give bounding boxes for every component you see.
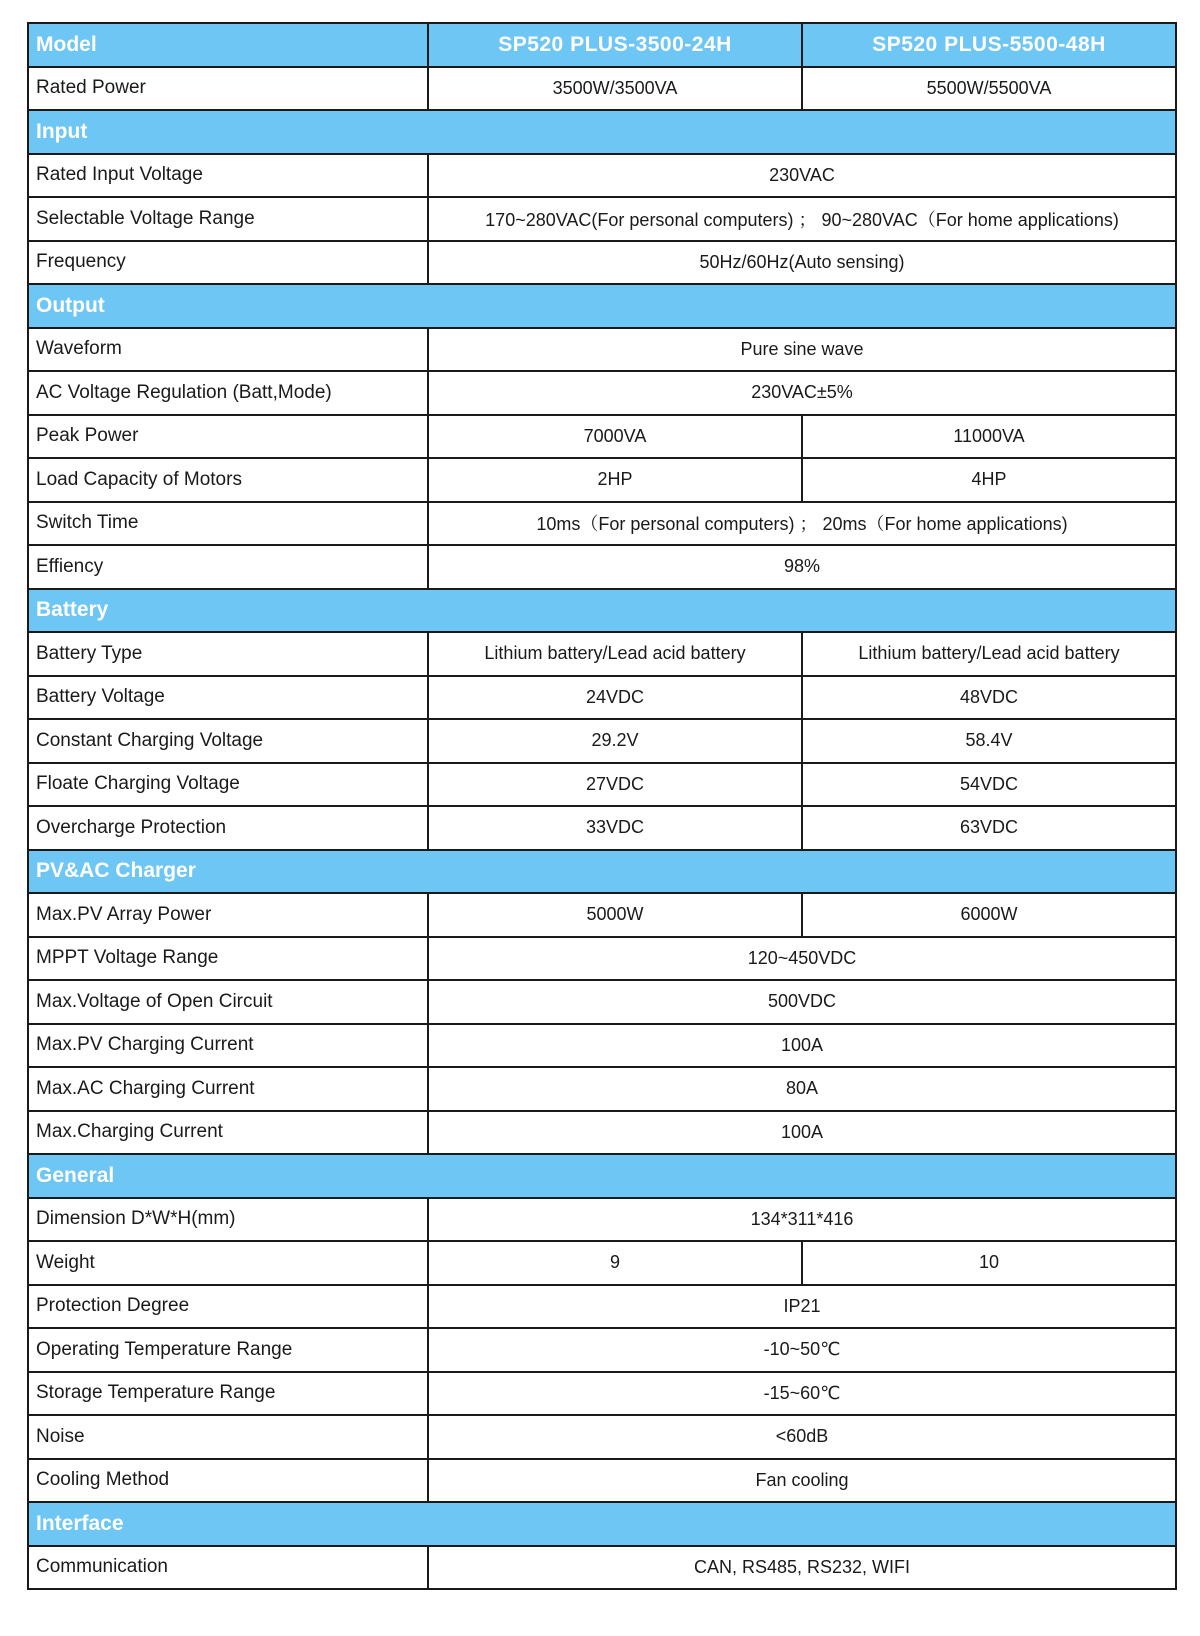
spec-row	[28, 545, 1176, 589]
model-name-2: SP520 PLUS-5500-48H	[802, 23, 1176, 67]
section-header-row	[28, 1502, 1176, 1546]
spec-value: 5000W	[428, 893, 802, 937]
spec-row	[28, 1459, 1176, 1503]
spec-value: 9	[428, 1241, 802, 1285]
spec-value: 27VDC	[428, 763, 802, 807]
spec-row	[28, 371, 1176, 415]
spec-value: 100A	[428, 1024, 1176, 1068]
section-title: Output	[28, 284, 1176, 328]
spec-label: Battery Voltage	[28, 676, 428, 720]
spec-value: Fan cooling	[428, 1459, 1176, 1503]
section-title: Battery	[28, 589, 1176, 633]
spec-label: Switch Time	[28, 502, 428, 546]
spec-row	[28, 937, 1176, 981]
spec-value: 230VAC	[428, 154, 1176, 198]
spec-table-body	[28, 23, 1176, 1589]
spec-row	[28, 1328, 1176, 1372]
spec-label: Peak Power	[28, 415, 428, 459]
spec-row	[28, 1111, 1176, 1155]
spec-label: Selectable Voltage Range	[28, 197, 428, 241]
spec-table	[27, 22, 1177, 1590]
spec-label: AC Voltage Regulation (Batt,Mode)	[28, 371, 428, 415]
spec-row	[28, 806, 1176, 850]
spec-label: Max.Voltage of Open Circuit	[28, 980, 428, 1024]
spec-value: 134*311*416	[428, 1198, 1176, 1242]
spec-row	[28, 1067, 1176, 1111]
spec-label: Waveform	[28, 328, 428, 372]
spec-value: <60dB	[428, 1415, 1176, 1459]
spec-row	[28, 241, 1176, 285]
spec-row	[28, 719, 1176, 763]
spec-value: 80A	[428, 1067, 1176, 1111]
spec-label: Max.AC Charging Current	[28, 1067, 428, 1111]
spec-label: Battery Type	[28, 632, 428, 676]
section-title: General	[28, 1154, 1176, 1198]
spec-value: CAN, RS485, RS232, WIFI	[428, 1546, 1176, 1590]
spec-value: 100A	[428, 1111, 1176, 1155]
spec-value: 4HP	[802, 458, 1176, 502]
spec-value: 11000VA	[802, 415, 1176, 459]
spec-value: 63VDC	[802, 806, 1176, 850]
section-title: PV&AC Charger	[28, 850, 1176, 894]
section-header-row	[28, 110, 1176, 154]
spec-value: 6000W	[802, 893, 1176, 937]
spec-value: 3500W/3500VA	[428, 67, 802, 111]
spec-label: Communication	[28, 1546, 428, 1590]
spec-value: 58.4V	[802, 719, 1176, 763]
spec-row	[28, 197, 1176, 241]
spec-value: 230VAC±5%	[428, 371, 1176, 415]
spec-label: Load Capacity of Motors	[28, 458, 428, 502]
spec-label: Protection Degree	[28, 1285, 428, 1329]
model-header-label: Model	[28, 23, 428, 67]
spec-value: 24VDC	[428, 676, 802, 720]
spec-label: Constant Charging Voltage	[28, 719, 428, 763]
spec-label: Rated Power	[28, 67, 428, 111]
spec-row	[28, 1372, 1176, 1416]
spec-row	[28, 763, 1176, 807]
spec-row	[28, 632, 1176, 676]
spec-label: Max.PV Charging Current	[28, 1024, 428, 1068]
spec-value: 10ms（For personal computers) ； 20ms（For home applications)	[428, 502, 1176, 546]
spec-row	[28, 1415, 1176, 1459]
spec-row	[28, 67, 1176, 111]
spec-label: Operating Temperature Range	[28, 1328, 428, 1372]
spec-label: Max.PV Array Power	[28, 893, 428, 937]
section-header-row	[28, 850, 1176, 894]
section-header-row	[28, 1154, 1176, 1198]
section-header-row	[28, 284, 1176, 328]
spec-label: Rated Input Voltage	[28, 154, 428, 198]
spec-value: Pure sine wave	[428, 328, 1176, 372]
spec-label: Effiency	[28, 545, 428, 589]
spec-value: 48VDC	[802, 676, 1176, 720]
spec-row	[28, 458, 1176, 502]
spec-row	[28, 154, 1176, 198]
spec-row	[28, 502, 1176, 546]
spec-label: Storage Temperature Range	[28, 1372, 428, 1416]
spec-label: MPPT Voltage Range	[28, 937, 428, 981]
spec-row	[28, 328, 1176, 372]
spec-label: Floate Charging Voltage	[28, 763, 428, 807]
spec-value: -15~60℃	[428, 1372, 1176, 1416]
spec-row	[28, 1546, 1176, 1590]
spec-value: 2HP	[428, 458, 802, 502]
spec-row	[28, 415, 1176, 459]
spec-value: IP21	[428, 1285, 1176, 1329]
spec-value: Lithium battery/Lead acid battery	[802, 632, 1176, 676]
spec-row	[28, 980, 1176, 1024]
spec-row	[28, 676, 1176, 720]
spec-value: 7000VA	[428, 415, 802, 459]
spec-value: 33VDC	[428, 806, 802, 850]
spec-row	[28, 1241, 1176, 1285]
spec-value: 50Hz/60Hz(Auto sensing)	[428, 241, 1176, 285]
spec-value: 54VDC	[802, 763, 1176, 807]
spec-value: Lithium battery/Lead acid battery	[428, 632, 802, 676]
spec-value: 120~450VDC	[428, 937, 1176, 981]
spec-row	[28, 1024, 1176, 1068]
model-name-1: SP520 PLUS-3500-24H	[428, 23, 802, 67]
spec-label: Weight	[28, 1241, 428, 1285]
spec-label: Overcharge Protection	[28, 806, 428, 850]
spec-value: 10	[802, 1241, 1176, 1285]
spec-value: 29.2V	[428, 719, 802, 763]
spec-row	[28, 1198, 1176, 1242]
section-header-row	[28, 589, 1176, 633]
spec-label: Noise	[28, 1415, 428, 1459]
spec-value: 500VDC	[428, 980, 1176, 1024]
spec-value: -10~50℃	[428, 1328, 1176, 1372]
model-header-row	[28, 23, 1176, 67]
spec-value: 98%	[428, 545, 1176, 589]
section-title: Input	[28, 110, 1176, 154]
spec-label: Dimension D*W*H(mm)	[28, 1198, 428, 1242]
spec-label: Frequency	[28, 241, 428, 285]
spec-label: Max.Charging Current	[28, 1111, 428, 1155]
spec-row	[28, 1285, 1176, 1329]
section-title: Interface	[28, 1502, 1176, 1546]
spec-row	[28, 893, 1176, 937]
spec-label: Cooling Method	[28, 1459, 428, 1503]
spec-value: 170~280VAC(For personal computers) ； 90~280VAC（For home applications)	[428, 197, 1176, 241]
spec-value: 5500W/5500VA	[802, 67, 1176, 111]
